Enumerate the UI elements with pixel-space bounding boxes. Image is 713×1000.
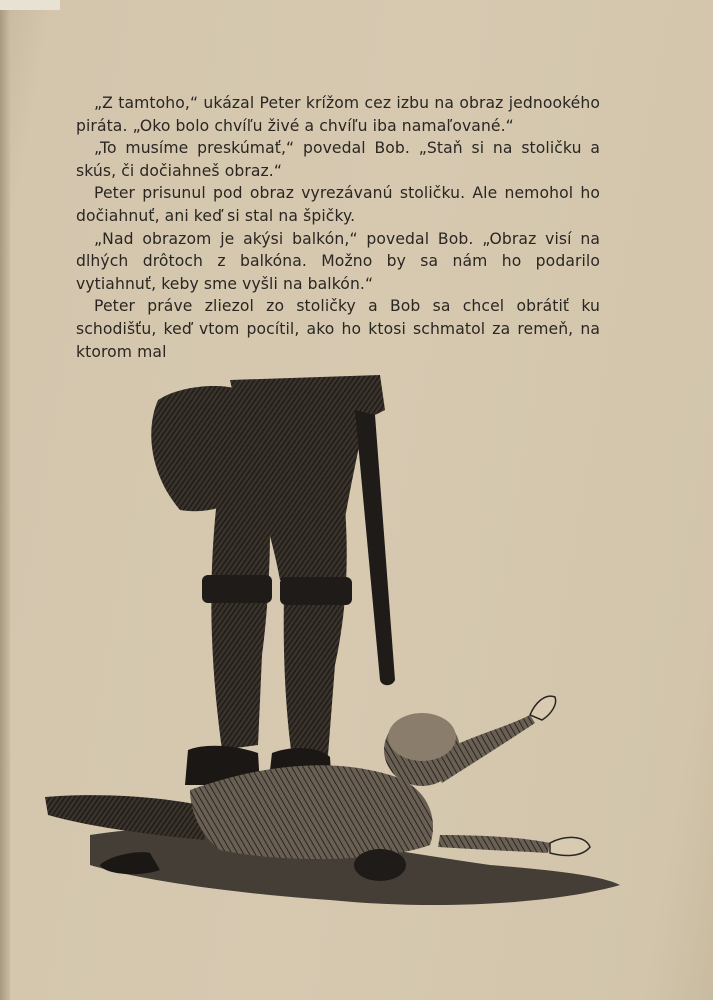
page-corner-gap [0, 0, 60, 10]
paragraph: Peter prisunul pod obraz vyrezávanú stoličku. Ale nemohol ho dočiahnuť, ani keď si stal na špičky. [76, 184, 600, 225]
paragraph: „Nad obrazom je akýsi balkón,“ povedal Bob. „Obraz visí na dlhých drôtoch z balkóna. Možno by sa nám ho podarilo vytiahnuť, keby sme vyšli na balkón.“ [76, 229, 600, 293]
page-binding-edge [0, 0, 10, 1000]
paragraph: „To musíme preskúmať,“ povedal Bob. „Staň si na stoličku a skús, či dočiahneš obraz.“ [76, 139, 600, 180]
ink-illustration [30, 365, 630, 935]
paragraph: „Z tamtoho,“ ukázal Peter krížom cez izbu na obraz jednookého piráta. „Oko bolo chvíľu živé a chvíľu iba namaľované.“ [76, 94, 600, 135]
standing-figure [151, 375, 395, 790]
body-text [76, 92, 600, 363]
paragraph: Peter práve zliezol zo stoličky a Bob sa chcel obrátiť ku schodišťu, keď vtom pocítil, ako ho ktosi schmatol za remeň, na ktorom mal [76, 297, 600, 361]
